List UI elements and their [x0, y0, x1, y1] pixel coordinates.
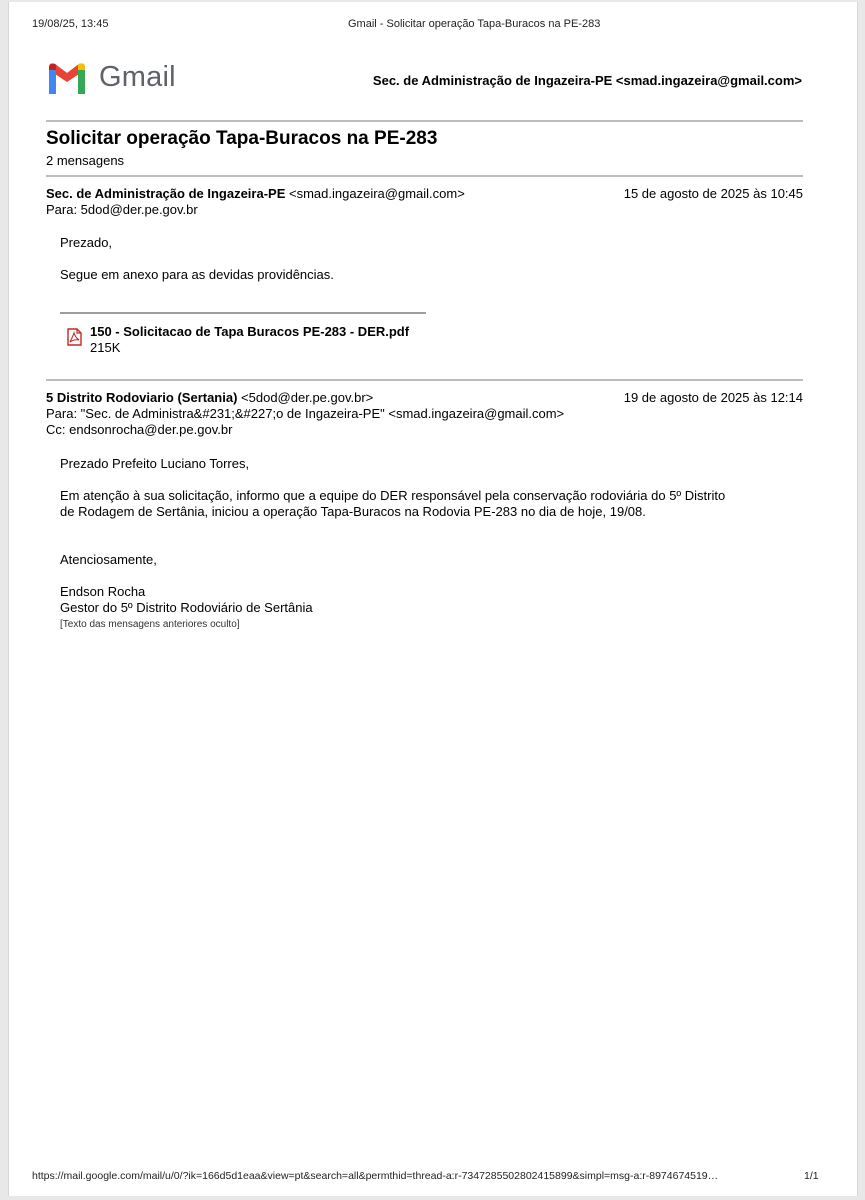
message-1-body-line: Prezado,	[60, 235, 113, 250]
message-divider	[46, 175, 803, 177]
attachment-size: 215K	[90, 340, 121, 355]
header-divider	[46, 120, 803, 122]
message-2-body-line: Atenciosamente,	[60, 552, 157, 567]
sender-email[interactable]: <smad.ingazeira@gmail.com>	[289, 186, 465, 201]
message-2-body-line: de Rodagem de Sertânia, iniciou a operação Tapa-Buracos na Rodovia PE-283 no dia de hoje, 19/08.	[60, 504, 646, 519]
message-2-from	[46, 390, 373, 405]
print-title: Gmail - Solicitar operação Tapa-Buracos na PE-283	[348, 18, 601, 30]
sender-name: Sec. de Administração de Ingazeira-PE	[46, 186, 286, 201]
pdf-icon	[66, 328, 83, 346]
gmail-m-logo-icon	[46, 60, 88, 94]
gmail-logo	[46, 60, 176, 94]
message-1-date: 15 de agosto de 2025 às 10:45	[623, 186, 803, 201]
message-count: 2 mensagens	[46, 153, 125, 168]
message-2-signature-title: Gestor do 5º Distrito Rodoviário de Sertânia	[60, 600, 313, 615]
message-divider	[46, 379, 803, 381]
sender-email[interactable]: <5dod@der.pe.gov.br>	[241, 390, 374, 405]
message-1-body-line: Segue em anexo para as devidas providências.	[60, 267, 334, 282]
message-2-signature-name: Endson Rocha	[60, 584, 146, 599]
print-datetime: 19/08/25, 13:45	[32, 18, 109, 30]
print-url: https://mail.google.com/mail/u/0/?ik=166d5d1eaa&view=pt&search=all&permthid=thread-a:r-7347285502802415899&simpl=msg-a:r-8974674519…	[32, 1170, 719, 1182]
account-header: Sec. de Administração de Ingazeira-PE <smad.ingazeira@gmail.com>	[372, 73, 802, 88]
gmail-wordmark: Gmail	[99, 60, 176, 93]
message-1-to: Para: 5dod@der.pe.gov.br	[46, 202, 198, 217]
attachment-name[interactable]: 150 - Solicitacao de Tapa Buracos PE-283 - DER.pdf	[90, 324, 410, 339]
message-2-cc: Cc: endsonrocha@der.pe.gov.br	[46, 422, 233, 437]
attachment-divider	[60, 312, 426, 314]
print-page	[8, 2, 858, 1196]
print-page-number: 1/1	[804, 1170, 819, 1182]
thread-subject: Solicitar operação Tapa-Buracos na PE-283	[46, 128, 438, 149]
message-2-date: 19 de agosto de 2025 às 12:14	[623, 390, 803, 405]
message-1-from	[46, 186, 465, 201]
hidden-quoted-text-link[interactable]: [Texto das mensagens anteriores oculto]	[60, 619, 240, 630]
sender-name: 5 Distrito Rodoviario (Sertania)	[46, 390, 238, 405]
message-2-to: Para: "Sec. de Administra&#231;&#227;o de Ingazeira-PE" <smad.ingazeira@gmail.com>	[46, 406, 565, 421]
message-2-body-line: Em atenção à sua solicitação, informo que a equipe do DER responsável pela conservação rodoviária do 5º Distrito	[60, 488, 726, 503]
message-2-body-line: Prezado Prefeito Luciano Torres,	[60, 456, 250, 471]
